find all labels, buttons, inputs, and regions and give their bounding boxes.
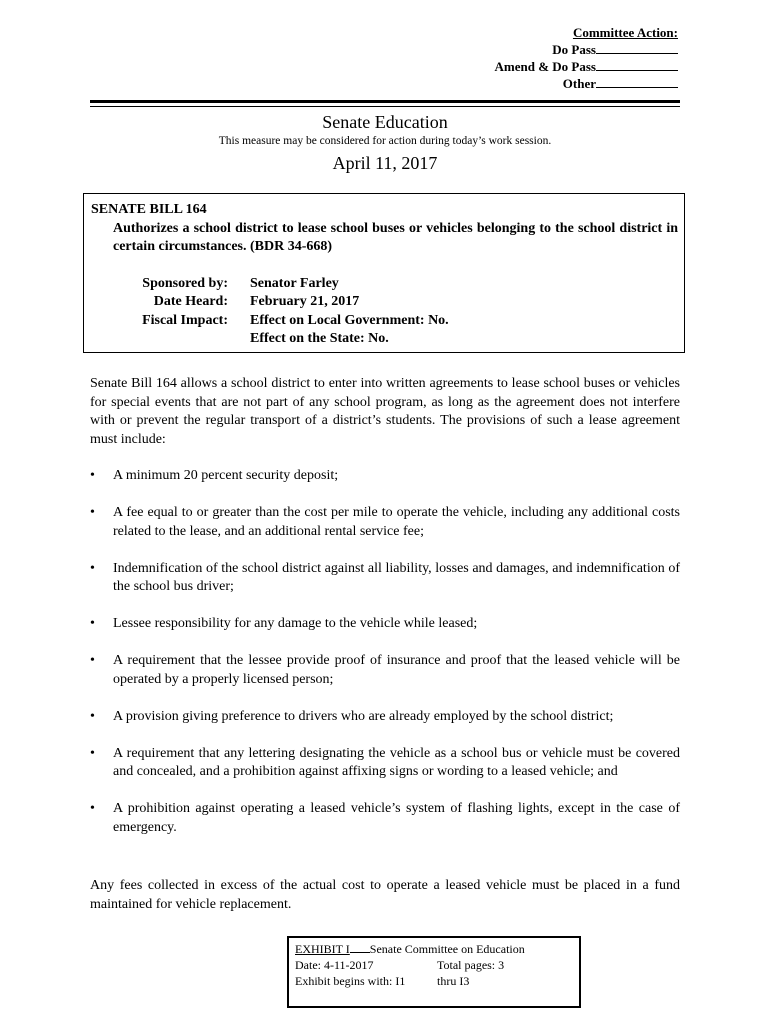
exhibit-stamp xyxy=(287,936,581,1008)
list-item xyxy=(90,615,680,634)
do-pass-line xyxy=(438,41,678,58)
list-item-text: Indemnification of the school district against all liability, losses and damages, and indemnification of the school bus driver; xyxy=(113,560,680,594)
amend-do-pass-label: Amend & Do Pass xyxy=(494,59,596,74)
amend-do-pass-line xyxy=(438,58,678,75)
exhibit-row-2 xyxy=(295,957,573,973)
list-item xyxy=(90,800,680,837)
committee-action-block xyxy=(438,24,678,92)
list-item-text: A provision giving preference to drivers who are already employed by the school district; xyxy=(113,708,614,724)
list-item-text: A minimum 20 percent security deposit; xyxy=(113,468,339,483)
bill-meta xyxy=(91,275,678,349)
bill-description: Authorizes a school district to lease school buses or vehicles belonging to the school district in certain circumstances. (BDR 34-668) xyxy=(113,220,678,254)
intro-paragraph: Senate Bill 164 allows a school district to enter into written agreements to lease school buses or vehicles for special events that are not part of any school program, as long as the agreement does not interfere with or prevent the regular transport of a district’s students. The provisions of such a lease agreement must include: xyxy=(90,376,680,447)
header-rule-thin xyxy=(90,106,680,107)
do-pass-blank xyxy=(596,41,678,54)
exhibit-date: Date: 4-11-2017 xyxy=(295,958,374,972)
header-rule-thick xyxy=(90,100,680,103)
exhibit-total-pages: Total pages: 3 xyxy=(437,958,505,972)
fiscal-state: Effect on the State: No. xyxy=(250,331,389,346)
list-item xyxy=(90,560,680,597)
bullet-icon: • xyxy=(90,745,95,761)
list-item xyxy=(90,745,680,782)
fiscal-row xyxy=(91,312,678,349)
list-item-text: A prohibition against operating a leased vehicle’s system of flashing lights, except in the case of emergency. xyxy=(113,801,680,835)
bullet-icon: • xyxy=(90,616,95,631)
date-heard-value: February 21, 2017 xyxy=(250,294,360,309)
list-item-text: A requirement that any lettering designating the vehicle as a school bus or vehicle must be covered and concealed, and a prohibition against affixing signs or wording to a leased vehicle; and xyxy=(113,745,680,779)
bullet-icon: • xyxy=(90,468,95,483)
bullet-icon: • xyxy=(90,653,95,668)
committee-name: Senate Education xyxy=(322,112,448,132)
exhibit-thru: thru I3 xyxy=(437,974,470,988)
provisions-list xyxy=(90,467,680,837)
fiscal-local: Effect on Local Government: No. xyxy=(250,312,449,328)
fiscal-label: Fiscal Impact: xyxy=(142,312,228,328)
list-item xyxy=(90,504,680,541)
list-item-text: Lessee responsibility for any damage to the vehicle while leased; xyxy=(113,616,478,631)
sponsor-value: Senator Farley xyxy=(250,275,339,291)
exhibit-row-3 xyxy=(295,973,573,989)
date-heard-row xyxy=(91,293,678,312)
other-line xyxy=(438,75,678,92)
date-heard-label: Date Heard: xyxy=(153,294,228,309)
sponsor-label: Sponsored by: xyxy=(142,275,228,291)
meeting-date: April 11, 2017 xyxy=(332,153,438,173)
bill-number: SENATE BILL 164 xyxy=(91,202,207,217)
other-label: Other xyxy=(562,76,596,91)
exhibit-row-1 xyxy=(295,941,573,957)
list-item xyxy=(90,467,680,486)
bullet-icon: • xyxy=(90,505,95,520)
sponsor-row xyxy=(91,275,678,294)
bullet-icon: • xyxy=(90,801,95,816)
amend-do-pass-blank xyxy=(596,58,678,71)
exhibit-label: EXHIBIT I xyxy=(295,942,350,956)
bullet-icon: • xyxy=(90,708,95,724)
exhibit-committee: Senate Committee on Education xyxy=(369,942,525,956)
bill-summary-box xyxy=(83,193,685,353)
other-blank xyxy=(596,75,678,88)
closing-paragraph: Any fees collected in excess of the actual cost to operate a leased vehicle must be placed in a fund maintained for vehicle replacement. xyxy=(90,878,680,912)
list-item xyxy=(90,652,680,689)
fiscal-values xyxy=(250,312,678,349)
list-item-text: A requirement that the lessee provide proof of insurance and proof that the leased vehicle will be operated by a properly licensed person; xyxy=(113,653,680,687)
do-pass-label: Do Pass xyxy=(552,42,596,57)
committee-action-title: Committee Action: xyxy=(572,25,678,40)
list-item xyxy=(90,708,680,727)
bullet-icon: • xyxy=(90,560,95,576)
exhibit-begins: Exhibit begins with: I1 xyxy=(295,974,406,988)
work-session-notice: This measure may be considered for action during today’s work session. xyxy=(218,135,552,147)
list-item-text: A fee equal to or greater than the cost per mile to operate the vehicle, including any additional costs related to the lease, and an additional rental service fee; xyxy=(113,505,680,539)
exhibit-blank xyxy=(350,941,370,953)
